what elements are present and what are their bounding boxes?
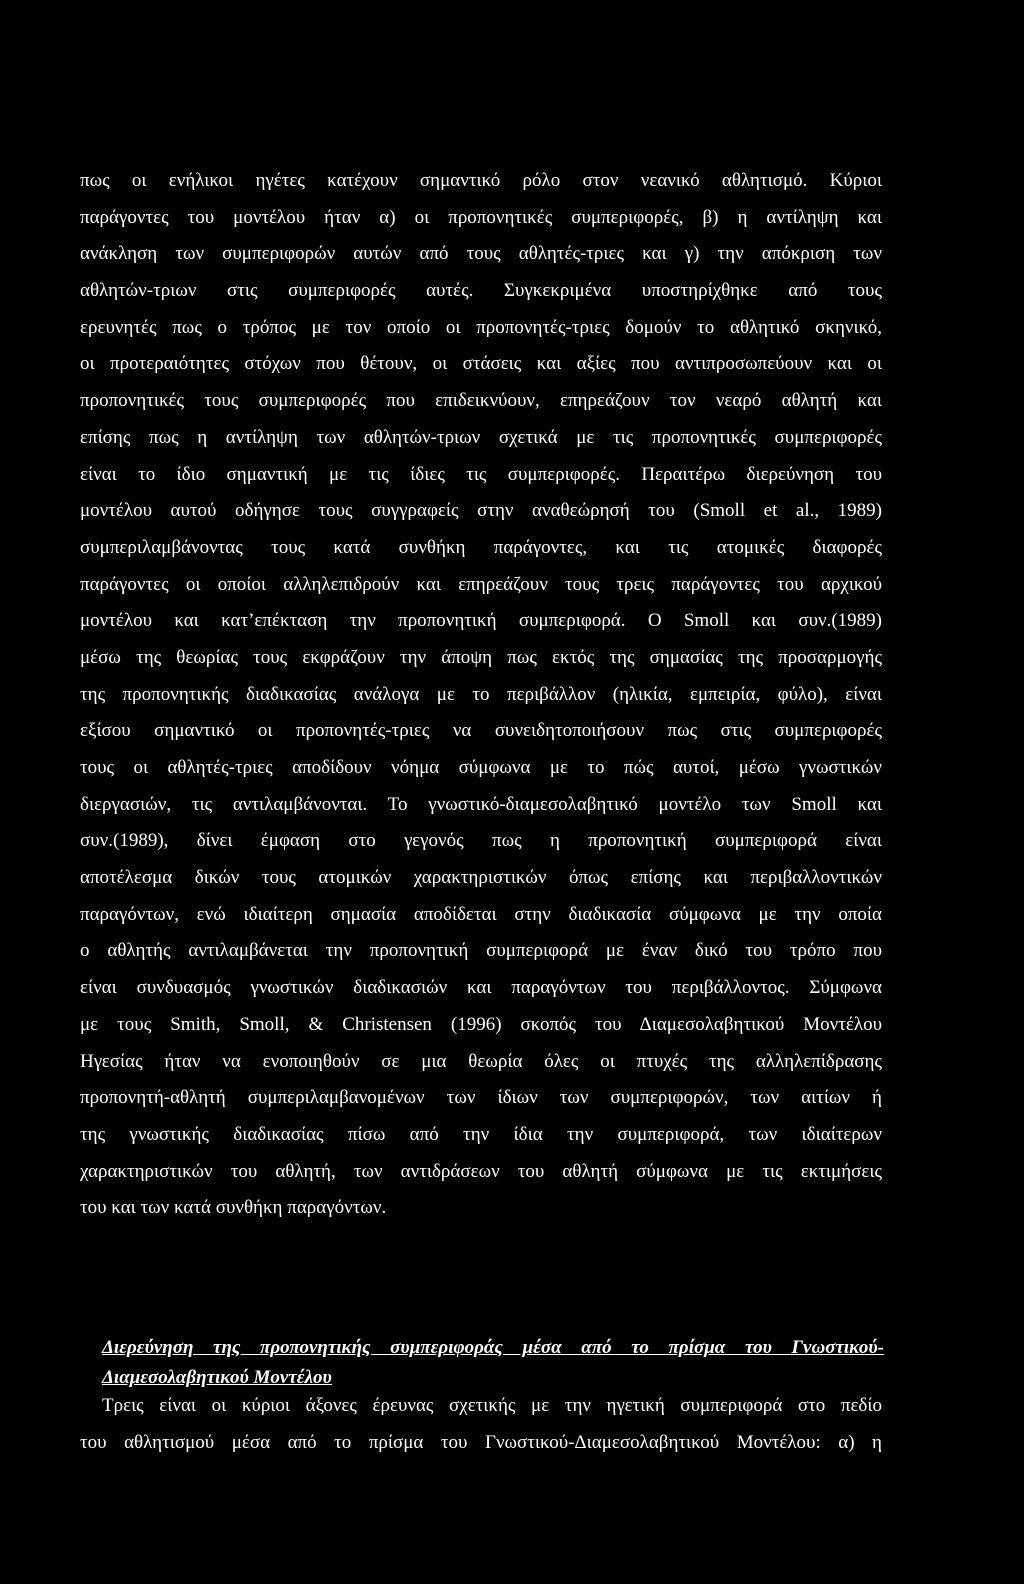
text-line: μοντέλου αυτού οδήγησε τους συγγραφείς στην αναθεώρησή του (Smoll et al., 1989): [80, 500, 882, 522]
text-line: παράγοντες του μοντέλου ήταν α) οι προπονητικές συμπεριφορές, β) η αντίληψη και: [80, 206, 882, 228]
text-line: της προπονητικής διαδικασίας ανάλογα με το περιβάλλον (ηλικία, εμπειρία, φύλο), είναι: [80, 683, 882, 705]
text-line: προπονητή-αθλητή συμπεριλαμβανομένων των ίδιων των συμπεριφορών, των αιτίων ή: [80, 1087, 882, 1109]
text-line: συν.(1989), δίνει έμφαση στο γεγονός πως η προπονητική συμπεριφορά είναι: [80, 830, 882, 852]
text-line: είναι το ίδιο σημαντική με τις ίδιες τις συμπεριφορές. Περαιτέρω διερεύνηση του: [80, 463, 882, 485]
text-line: εξίσου σημαντικό οι προπονητές-τριες να συνειδητοποιήσουν πως στις συμπεριφορές: [80, 720, 882, 742]
text-line: αθλητών-τριων στις συμπεριφορές αυτές. Συγκεκριμένα υποστηρίχθηκε από τους: [80, 280, 882, 302]
text-line: ανάκληση των συμπεριφορών αυτών από τους αθλητές-τριες και γ) την απόκριση των: [80, 243, 882, 265]
section-heading-line: Διαμεσολαβητικού Μοντέλου: [102, 1367, 332, 1388]
text-line: μέσω της θεωρίας τους εκφράζουν την άποψη πως εκτός της σημασίας της προσαρμογής: [80, 646, 882, 668]
text-line: διεργασιών, τις αντιλαμβάνονται. Το γνωστικό-διαμεσολαβητικό μοντέλο των Smoll και: [80, 793, 882, 815]
text-line: προπονητικές τους συμπεριφορές που επιδεικνύουν, επηρεάζουν τον νεαρό αθλητή και: [80, 390, 882, 412]
text-line: Τρεις είναι οι κύριοι άξονες έρευνας σχετικής με την ηγετική συμπεριφορά στο πεδίο: [102, 1395, 882, 1416]
text-line: με τους Smith, Smoll, & Christensen (1996) σκοπός του Διαμεσολαβητικού Μοντέλου: [80, 1013, 882, 1035]
text-line: ο αθλητής αντιλαμβάνεται την προπονητική συμπεριφορά με έναν δικό του τρόπο που: [80, 940, 882, 962]
section-heading: [102, 1333, 884, 1393]
text-line: είναι συνδυασμός γνωστικών διαδικασιών και παραγόντων του περιβάλλοντος. Σύμφωνα: [80, 977, 882, 999]
text-line: τους οι αθλητές-τριες αποδίδουν νόημα σύμφωνα με το πώς αυτοί, μέσω γνωστικών: [80, 757, 882, 778]
body-paragraph: [80, 166, 882, 1230]
text-line: παραγόντων, ενώ ιδιαίτερη σημασία αποδίδεται στην διαδικασία σύμφωνα με την οποία: [80, 903, 882, 925]
text-line: του και των κατά συνθήκη παραγόντων.: [80, 1197, 387, 1219]
text-line: παράγοντες οι οποίοι αλληλεπιδρούν και επηρεάζουν τους τρεις παράγοντες του αρχικού: [80, 573, 882, 595]
text-line: ερευνητές πως ο τρόπος με τον οποίο οι προπονητές-τριες δομούν το αθλητικό σκηνικό,: [80, 316, 882, 338]
text-line: Ηγεσίας ήταν να ενοποιηθούν σε μια θεωρία όλες οι πτυχές της αλληλεπίδρασης: [80, 1050, 882, 1072]
second-paragraph: [80, 1391, 882, 1464]
text-line: αποτέλεσμα δικών τους ατομικών χαρακτηριστικών όπως επίσης και περιβαλλοντικών: [80, 867, 882, 889]
text-line: της γνωστικής διαδικασίας πίσω από την ίδια την συμπεριφορά, των ιδιαίτερων: [80, 1123, 882, 1145]
text-line: μοντέλου και κατ’επέκταση την προπονητική συμπεριφορά. Ο Smoll και συν.(1989): [80, 610, 882, 632]
text-line: χαρακτηριστικών του αθλητή, των αντιδράσεων του αθλητή σύμφωνα με τις εκτιμήσεις: [80, 1160, 882, 1182]
text-line: επίσης πως η αντίληψη των αθλητών-τριων σχετικά με τις προπονητικές συμπεριφορές: [80, 426, 882, 448]
text-line: συμπεριλαμβάνοντας τους κατά συνθήκη παράγοντες, και τις ατομικές διαφορές: [80, 536, 882, 558]
section-heading-line: Διερεύνηση της προπονητικής συμπεριφοράς μέσα από το πρίσμα του Γνωστικού-: [102, 1337, 884, 1358]
text-line: οι προτεραιότητες στόχων που θέτουν, οι στάσεις και αξίες που αντιπροσωπεύουν και οι: [80, 353, 882, 375]
text-line: πως οι ενήλικοι ηγέτες κατέχουν σημαντικό ρόλο στον νεανικό αθλητισμό. Κύριοι: [80, 170, 882, 191]
text-line: του αθλητισμού μέσα από το πρίσμα του Γνωστικού-Διαμεσολαβητικού Μοντέλου: α) η: [80, 1431, 882, 1453]
